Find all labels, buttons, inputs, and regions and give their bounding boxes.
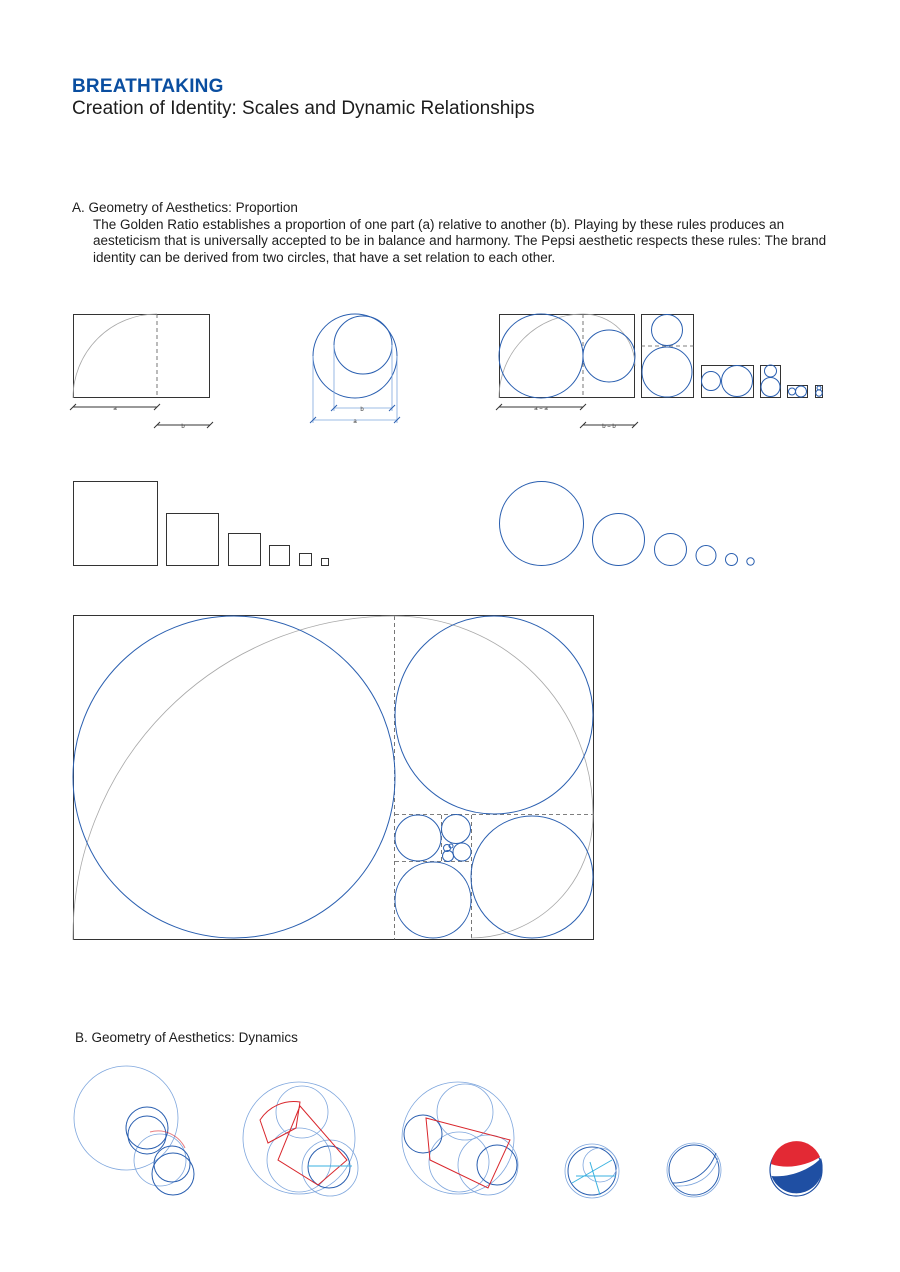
dim-label-b: b: [181, 424, 185, 430]
section-a-heading: A. Geometry of Aesthetics: Proportion: [72, 200, 298, 215]
circle-scale-sequence: [500, 482, 755, 566]
golden-circle-sequence-diagram: [496, 314, 823, 430]
section-a-body: The Golden Ratio establishes a proportion of one part (a) relative to another (b). Playing by these rules produces an aesteticism that is universally accepted to be in balance and harmony. The Pepsi aesthetic respects these rules: The brand identity can be derived from two circles, that have a set relation to each other.: [93, 216, 827, 265]
dim-label-a-eq: a = a: [534, 406, 548, 412]
page-subtitle: Creation of Identity: Scales and Dynamic Relationships: [72, 98, 535, 119]
dim-label-a: a: [113, 406, 117, 412]
dynamics-diagram-1: [74, 1066, 194, 1195]
dynamics-diagram-2: [243, 1082, 358, 1196]
dynamics-diagram-5: [667, 1143, 721, 1197]
section-b-heading: B. Geometry of Aesthetics: Dynamics: [75, 1030, 298, 1045]
dim-label-a-circle: a: [353, 419, 357, 425]
pepsi-globe-logo: [770, 1141, 823, 1196]
large-golden-composition: [73, 616, 594, 941]
golden-rectangle-diagram: [70, 314, 213, 430]
square-scale-sequence: [74, 482, 329, 566]
dim-label-b-circle: b: [360, 407, 364, 413]
dim-label-b-eq: b = b: [602, 424, 616, 430]
two-circle-diagram: [310, 314, 400, 425]
brand-title: BREATHTAKING: [72, 76, 224, 97]
dynamics-diagram-3: [402, 1082, 518, 1195]
dynamics-diagram-4: [565, 1144, 619, 1198]
